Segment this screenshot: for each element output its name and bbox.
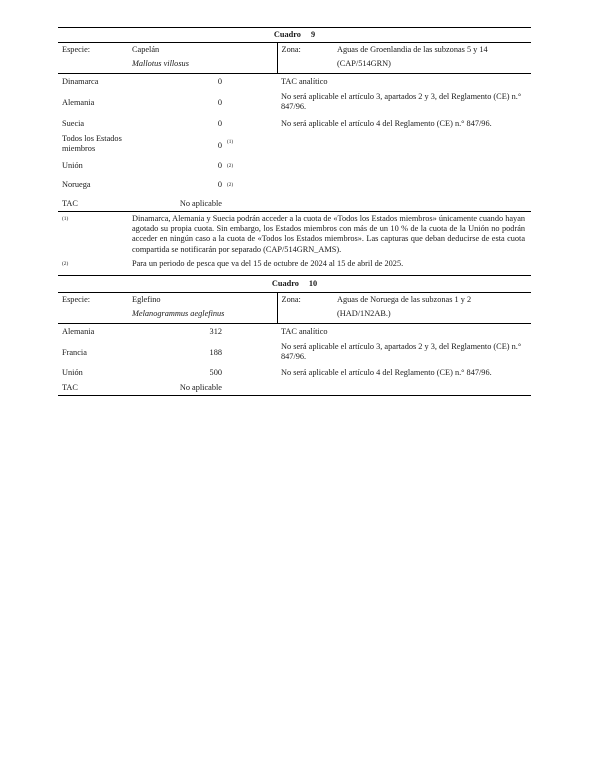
condition-note: TAC analítico — [277, 323, 531, 340]
cuadro-10-title: Cuadro 10 — [271, 278, 318, 288]
footnote-ref: (2) — [227, 182, 234, 188]
quota-value: 0 — [217, 161, 222, 170]
especie-latin-name: Melanogrammus aeglefinus — [132, 308, 225, 318]
especie-common-name: Capelán — [132, 43, 277, 58]
country-label: Todos los Estados miembros — [62, 134, 122, 153]
footnote-text: Para un periodo de pesca que va del 15 de octubre de 2024 al 15 de abril de 2025. — [132, 255, 531, 276]
country-label: Alemania — [62, 98, 95, 107]
quota-value: 0 — [217, 180, 222, 189]
especie-label: Especie: — [58, 292, 132, 307]
quota-value: 0 — [217, 119, 222, 128]
country-label: Unión — [62, 367, 83, 377]
especie-latin-name: Mallotus villosus — [132, 59, 189, 68]
condition-note: TAC analítico — [277, 74, 531, 91]
especie-common-name: Eglefino — [132, 292, 277, 307]
zona-text: Aguas de Noruega de las subzonas 1 y 2 — [337, 292, 531, 307]
footnote-ref: (2) — [227, 163, 234, 169]
footnote-ref: (1) — [227, 139, 234, 145]
country-label: Francia — [62, 347, 87, 357]
document-page — [58, 27, 531, 396]
footnote-text: Dinamarca, Alemania y Suecia podrán acceder a la cuota de «Todos los Estados miembros» únicamente cuando hayan agotado su propia cuota. Sin embargo, los Estados miembros con más de un 10 % de la cuota de la Unión no podrán acceder en ningún caso a la cuota de «Todos los Estados miembros». Las capturas que deban deducirse de esta cuota compartida se notificarán por separado (CAP/514GRN_AMS). — [132, 212, 531, 255]
condition-note: No será aplicable el artículo 3, apartados 2 y 3, del Reglamento (CE) n.° 847/96. — [281, 92, 522, 111]
quota-value: 0 — [217, 98, 222, 107]
cuadro-9-table — [58, 27, 531, 276]
zona-code: (HAD/1N2AB.) — [337, 308, 391, 318]
cuadro-9-title: Cuadro 9 — [58, 28, 531, 43]
zona-code: (CAP/514GRN) — [337, 59, 391, 68]
country-label: Alemania — [58, 323, 132, 340]
condition-note: No será aplicable el artículo 4 del Reglamento (CE) n.° 847/96. — [281, 367, 492, 377]
quota-value: 312 — [132, 323, 222, 340]
zona-label: Zona: — [277, 43, 337, 58]
zona-label: Zona: — [277, 292, 337, 307]
condition-note: No será aplicable el artículo 3, apartados 2 y 3, del Reglamento (CE) n.° 847/96. — [281, 341, 522, 361]
tac-value: No aplicable — [179, 199, 222, 208]
country-label: TAC — [62, 199, 78, 208]
country-label: TAC — [58, 380, 132, 396]
quota-value: 0 — [217, 140, 222, 150]
condition-note: No será aplicable el artículo 4 del Reglamento (CE) n.° 847/96. — [281, 119, 492, 128]
quota-value: 188 — [209, 347, 222, 357]
quota-value: 500 — [209, 367, 222, 377]
country-label: Noruega — [62, 180, 91, 189]
footnote-marker: (1) — [58, 212, 132, 255]
zona-text: Aguas de Groenlandia de las subzonas 5 y 14 — [337, 43, 531, 58]
country-label: Dinamarca — [58, 74, 132, 91]
cuadro-10-table — [58, 276, 531, 396]
footnote-marker: (2) — [58, 255, 132, 276]
country-label: Unión — [62, 161, 83, 170]
country-label: Suecia — [62, 119, 85, 128]
quota-value: 0 — [132, 74, 222, 91]
especie-label: Especie: — [58, 43, 132, 58]
tac-value: No aplicable — [132, 380, 277, 396]
